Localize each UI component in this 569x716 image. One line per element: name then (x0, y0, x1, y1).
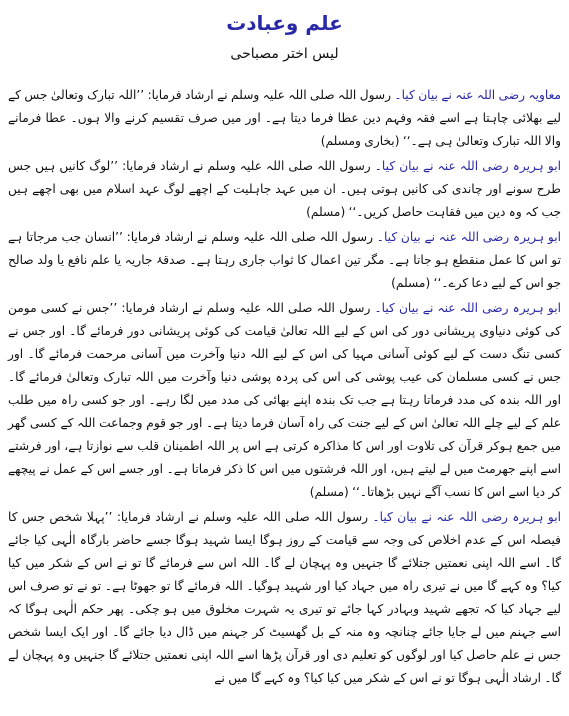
hadith-paragraph (8, 226, 561, 295)
hadith-paragraph (8, 155, 561, 224)
narrator-text: ابو ہریرہ رضی اللہ عنہ نے بیان کیا۔ (372, 510, 561, 524)
hadith-text: رسول اللہ صلی اللہ علیہ وسلم نے ارشاد فرمایا: ’’پہلا شخص جس کا فیصلہ اس کے عدم اخلاص کی وجہ سے قیامت کے روز ہوگا ایسا شہید ہوگا جسے حاضر بارگاہ الٰہی کیا جائے گا۔ اسے اللہ اپنی نعمتیں جتلائے گا جنہیں وہ پہچان لے گا۔ اللہ اس سے فرمائے گا تو نے اس کے شکر میں کیا کیا؟ وہ کہے گا میں نے تیری راہ میں جہاد کیا اور شہید ہوگیا۔ اللہ فرمائے گا تو جھوٹا ہے۔ تو نے تو صرف اس لیے جہاد کیا کہ تجھے شہید وبہادر کہا جائے تو تیری یہ شہرت مخلوق میں ہو چکی۔ پھر حکم الٰہی ہوگا کہ اسے جہنم میں لے جایا جائے چنانچہ وہ منہ کے بل گھسیٹ کر جہنم میں ڈال دیا جائے گا۔ اور ایک ایسا شخص جس نے علم حاصل کیا اور لوگوں کو تعلیم دی اور قرآن پڑھا اسے اللہ اپنی نعمتیں جتلائے گا جنہیں وہ پہچان لے گا۔ ارشاد الٰہی ہوگا تو نے اس کے شکر میں کیا کیا؟ وہ کہے گا میں نے (8, 510, 561, 685)
reference-text: (مسلم) (391, 276, 431, 290)
reference-text: (بخاری ومسلم) (320, 134, 400, 148)
hadith-text: رسول اللہ صلی اللہ علیہ وسلم نے ارشاد فرمایا: ’’لوگ کانیں ہیں جس طرح سونے اور چاندی کی کانیں ہوتی ہیں۔ ان میں عہد جاہلیت کے اچھے لوگ عہد اسلام میں بھی اچھے ہیں جب کہ وہ دین میں فقاہت حاصل کریں۔‘‘ (8, 159, 561, 219)
hadith-text: رسول اللہ صلی اللہ علیہ وسلم نے ارشاد فرمایا: ’’جس نے کسی مومن کی کوئی دنیاوی پریشانی دور کی اس کے لیے اللہ تعالیٰ قیامت کی کوئی پریشانی دور فرمائے گا۔ اور جس نے کسی تنگ دست کے لیے کوئی آسانی مہیا کی اس کے لیے اللہ دنیا وآخرت میں آسانی مرحمت فرمائے گا۔ اور جس نے کسی مسلمان کی عیب پوشی کی اس کی پردہ پوشی دنیا وآخرت میں اللہ تبارک وتعالیٰ فرمائے گا۔ اور اللہ بندہ کی مدد فرماتا رہتا ہے جب تک بندہ اپنے بھائی کی مدد میں لگا رہے۔ اور جو کسی راہ میں طلب علم کے لیے چلے اللہ تعالیٰ اس کے لیے جنت کی راہ آسان فرما دیتا ہے۔ اور جو قوم وجماعت اللہ کے کسی گھر میں جمع ہوکر قرآن کی تلاوت اور اس کا مذاکرہ کرتی ہے اس پر اللہ اطمینان قلب سے نوازتا ہے، اور فرشتے اسے اپنے جھرمٹ میں لے لیتے ہیں، اور اللہ فرشتوں میں اس کا ذکر فرماتا ہے۔ اور جسے اس کے عمل نے پیچھے کر دیا اسے اس کا نسب آگے نہیں بڑھاتا۔‘‘ (8, 301, 561, 499)
reference-text: (مسلم) (306, 205, 346, 219)
page-title: علم وعبادت (226, 11, 343, 35)
hadith-text: رسول اللہ صلی اللہ علیہ وسلم نے ارشاد فرمایا: ’’اللہ تبارک وتعالیٰ جس کے لیے بھلائی چاہتا ہے اسے فقہ وفہم دین عطا فرما دیتا ہے۔ اور میں صرف تقسیم کرنے والا ہوں۔ عطا فرمانے والا اللہ تبارک وتعالیٰ ہی ہے۔‘‘ (8, 88, 561, 148)
hadith-paragraph (8, 506, 561, 690)
narrator-text: ابو ہریرہ رضی اللہ عنہ نے بیان کیا۔ (374, 159, 561, 173)
hadith-text: رسول اللہ صلی اللہ علیہ وسلم نے ارشاد فرمایا: ’’انسان جب مرجاتا ہے تو اس کا عمل منقطع ہو جاتا ہے۔ مگر تین اعمال کا ثواب جاری رہتا ہے۔ صدقۂ جاریہ یا علم نافع یا ولد صالح جو اس کے لیے دعا کرے۔‘‘ (8, 230, 561, 290)
article-body (8, 84, 561, 690)
narrator-text: ابو ہریرہ رضی اللہ عنہ نے بیان کیا۔ (374, 301, 561, 315)
hadith-paragraph (8, 84, 561, 153)
hadith-paragraph (8, 297, 561, 504)
document-page (0, 8, 569, 716)
author-name: لیس اختر مصباحی (230, 46, 339, 62)
narrator-text: معاویہ رضی اللہ عنہ نے بیان کیا۔ (394, 88, 561, 102)
narrator-text: ابو ہریرہ رضی اللہ عنہ نے بیان کیا۔ (376, 230, 561, 244)
reference-text: (مسلم) (309, 485, 349, 499)
